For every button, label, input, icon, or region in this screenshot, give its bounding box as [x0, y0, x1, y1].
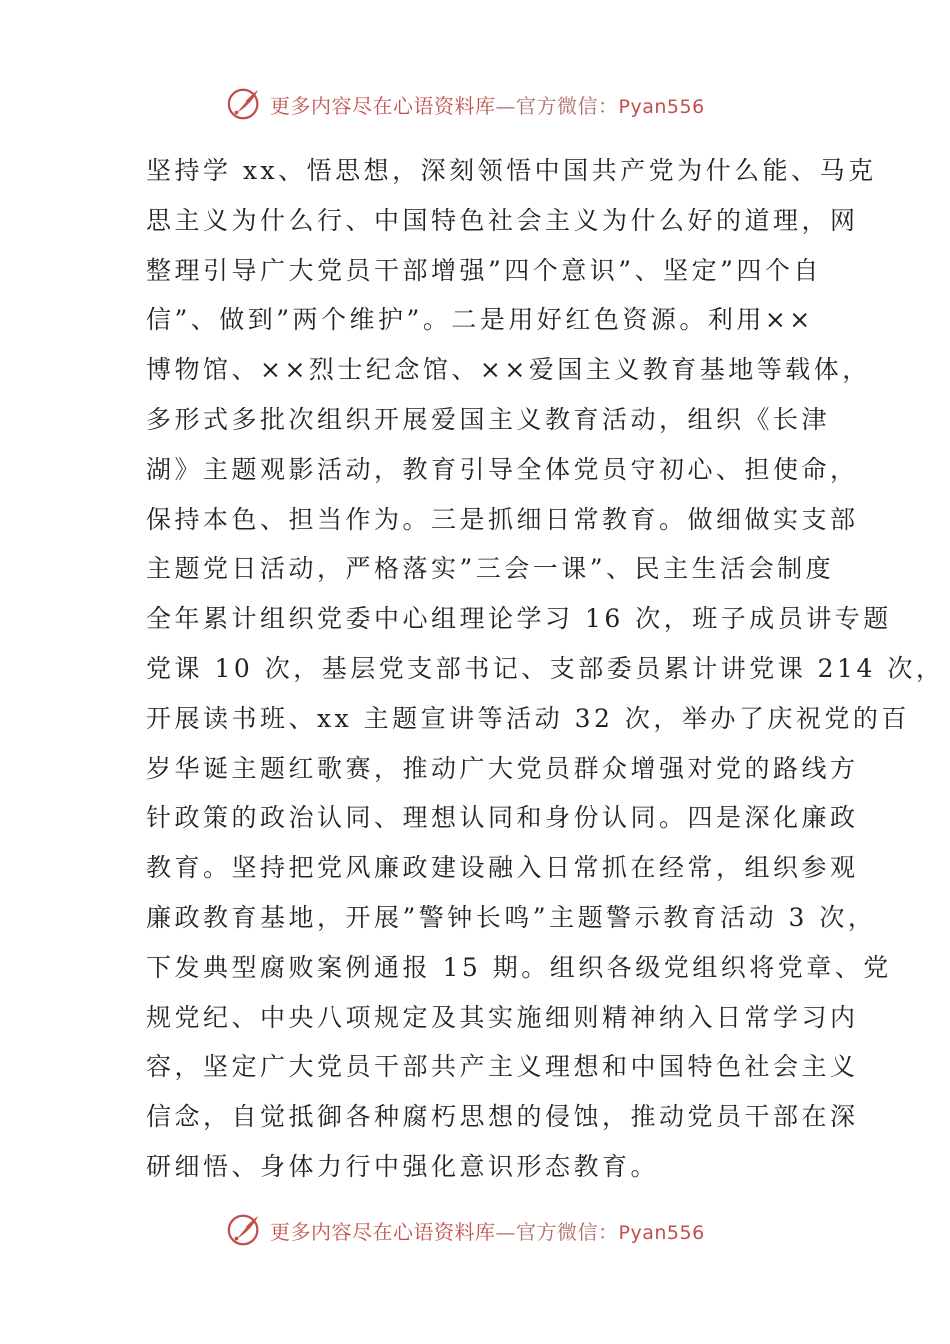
body-line: 信念，自觉抵御各种腐朽思想的侵蚀，推动党员干部在深 — [146, 1102, 859, 1132]
body-line: 开展读书班、xx 主题宣讲等活动 32 次，举办了庆祝党的百 — [146, 703, 910, 733]
body-line: 规党纪、中央八项规定及其实施细则精神纳入日常学习内 — [146, 1002, 859, 1032]
body-line: 整理引导广大党员干部增强”四个意识”、坚定”四个自 — [146, 255, 822, 285]
body-line: 研细悟、身体力行中强化意识形态教育。 — [146, 1151, 660, 1181]
footer-brand: 更多内容尽在心语资料库 — [270, 1219, 496, 1244]
body-line: 岁华诞主题红歌赛，推动广大党员群众增强对党的路线方 — [146, 753, 859, 783]
footer-wechat-label: 官方微信： — [516, 1219, 619, 1244]
header-wechat-id: Pyan556 — [618, 95, 705, 118]
body-line: 湖》主题观影活动，教育引导全体党员守初心、担使命， — [146, 454, 859, 484]
footer-dash: — — [495, 1219, 516, 1244]
header-banner-text — [270, 90, 705, 119]
body-line: 主题党日活动，严格落实”三会一课”、民主生活会制度 — [146, 554, 835, 584]
body-line: 思主义为什么行、中国特色社会主义为什么好的道理，网 — [146, 205, 859, 235]
body-line: 多形式多批次组织开展爱国主义教育活动，组织《长津 — [146, 404, 831, 434]
quill-logo-icon — [226, 1211, 264, 1249]
quill-logo-icon — [226, 85, 264, 123]
footer-banner-text — [270, 1216, 705, 1245]
header-wechat-label: 官方微信： — [516, 93, 619, 118]
header-brand: 更多内容尽在心语资料库 — [270, 93, 496, 118]
footer-wechat-id: Pyan556 — [618, 1221, 705, 1244]
header-dash: — — [495, 93, 516, 118]
body-line: 保持本色、担当作为。三是抓细日常教育。做细做实支部 — [146, 504, 859, 534]
document-body — [146, 146, 945, 1192]
body-line: 容，坚定广大党员干部共产主义理想和中国特色社会主义 — [146, 1052, 859, 1082]
body-line: 教育。坚持把党风廉政建设融入日常抓在经常，组织参观 — [146, 853, 859, 883]
body-line: 全年累计组织党委中心组理论学习 16 次，班子成员讲专题 — [146, 604, 892, 634]
body-line: 信”、做到”两个维护”。二是用好红色资源。利用×× — [146, 305, 814, 335]
body-line: 博物馆、××烈士纪念馆、××爱国主义教育基地等载体， — [146, 355, 871, 385]
body-line: 党课 10 次，基层党支部书记、支部委员累计讲党课 214 次， — [146, 653, 945, 683]
body-line: 下发典型腐败案例通报 15 期。组织各级党组织将党章、党 — [146, 952, 892, 982]
header-banner — [226, 84, 705, 124]
body-line: 针政策的政治认同、理想认同和身份认同。四是深化廉政 — [146, 803, 859, 833]
body-line: 廉政教育基地，开展”警钟长鸣”主题警示教育活动 3 次， — [146, 902, 877, 932]
footer-banner — [226, 1210, 705, 1250]
body-line: 坚持学 xx、悟思想，深刻领悟中国共产党为什么能、马克 — [146, 156, 877, 185]
